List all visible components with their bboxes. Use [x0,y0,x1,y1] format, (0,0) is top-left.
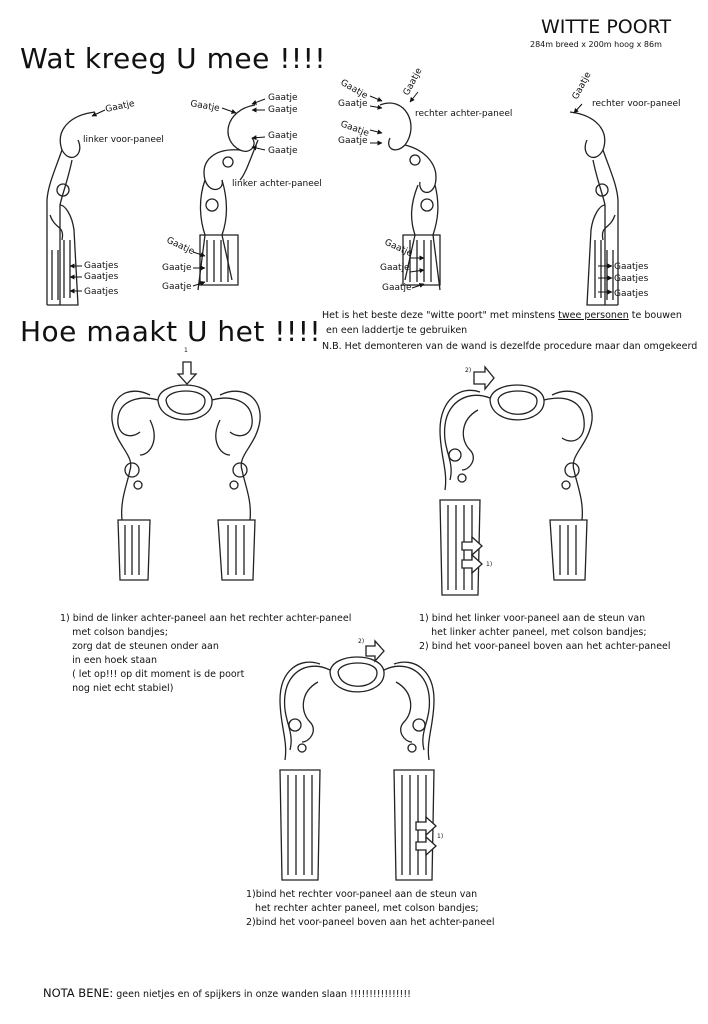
hole-label: Gaatje [338,119,371,139]
step-2-marker-side: 1) [486,561,493,568]
hole-label: Gaatje [382,283,412,293]
step-1-marker: 1 [184,347,188,354]
holes-label: Gaatjes [84,261,119,271]
hole-label: Gaatje [162,263,192,273]
step-3-text: 1)bind het rechter voor-paneel aan de steun van het rechter achter paneel, met colson bandjes; 2)bind het voor-paneel boven aan het achter-paneel [246,889,495,928]
hole-label: Gaatje [268,131,298,141]
hole-label: Gaatje [338,77,370,102]
nota-bene [43,986,411,1000]
hole-label: Gaatje [401,66,425,98]
intro-line-1-pre: Het is het beste deze "witte poort" met minstens [322,310,559,321]
hole-label: Gaatje [570,70,594,102]
holes-label: Gaatjes [614,262,649,272]
dimensions-text: 284m breed x 200m hoog x 86m [530,40,662,49]
intro-line-2: en een laddertje te gebruiken [326,325,468,336]
intro-underline: twee personen [558,310,629,321]
hole-label: Gaatje [162,282,192,292]
step-3-marker-top: 2) [358,638,365,645]
hole-label: Gaatje [104,99,136,115]
step-3-marker-side: 1) [437,833,444,840]
holes-label: Gaatjes [84,287,119,297]
hole-label: Gaatje [338,136,368,146]
howto-heading: Hoe maakt U het !!!! [20,315,322,348]
holes-label: Gaatjes [84,272,119,282]
hole-label: Gaatje [268,93,298,103]
hole-label: Gaatje [382,237,414,260]
step-2-marker-top: 2) [465,367,472,374]
intro-line-3: N.B. Het demonteren van de wand is dezelfde procedure maar dan omgekeerd [322,341,698,352]
nota-bene-text: geen nietjes en of spijkers in onze wanden slaan !!!!!!!!!!!!!!!! [113,989,411,1000]
step-2-text: 1) bind het linker voor-paneel aan de steun van het linker achter paneel, met colson bandjes; 2) bind het voor-paneel boven aan het achter-paneel [419,613,671,652]
holes-label: Gaatjes [614,274,649,284]
label-left-front: linker voor-paneel [83,135,164,145]
label-right-back: rechter achter-paneel [415,109,513,119]
hole-label: Gaatje [268,105,298,115]
step-1-text: 1) bind de linker achter-paneel aan het rechter achter-paneel met colson bandjes; zorg dat de steunen onder aan in een hoek staan ( let op!!! op dit moment is de poort nog niet echt stabiel) [60,613,352,694]
hole-label: Gaatje [189,99,221,115]
hole-label: Gaatje [380,263,410,273]
parts-heading: Wat kreeg U mee !!!! [20,42,327,75]
intro-line-1-post: te bouwen [628,310,682,321]
hole-label: Gaatje [268,146,298,156]
hole-label: Gaatje [164,235,196,258]
nota-bene-label: NOTA BENE: [43,986,114,1000]
label-left-back: linker achter-paneel [232,179,322,189]
label-right-front: rechter voor-paneel [592,99,681,109]
holes-label: Gaatjes [614,289,649,299]
hole-label: Gaatje [338,99,368,109]
page-title: WITTE POORT [541,16,672,38]
